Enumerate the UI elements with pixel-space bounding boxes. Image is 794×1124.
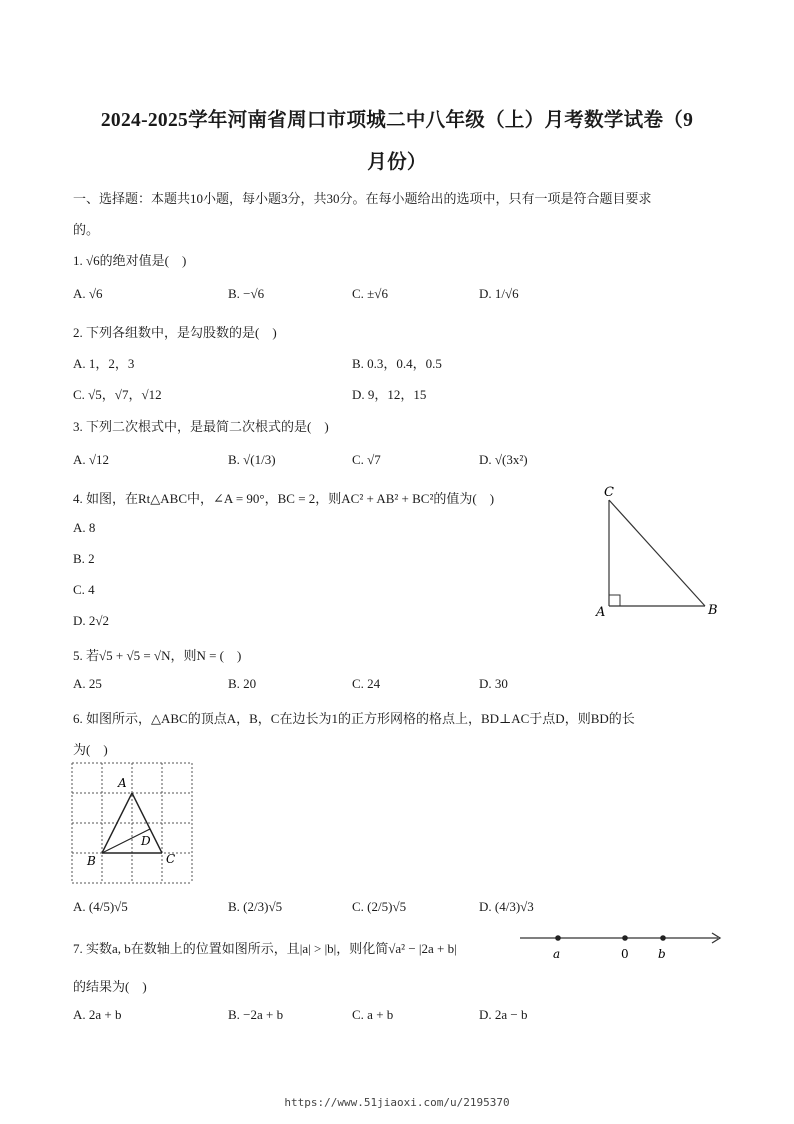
section-heading-line2: 的。: [73, 222, 100, 237]
point-a: [555, 935, 561, 941]
question-1-option-a: A. √6: [73, 286, 103, 301]
point-b: [660, 935, 666, 941]
vertex-label-c: C: [604, 485, 614, 500]
right-angle-mark: [609, 595, 620, 606]
question-3-option-a: A. √12: [73, 452, 110, 467]
question-7-stem-line1: 7. 实数a, b在数轴上的位置如图所示，且|a| > |b|，则化简√a² − |2a + b|: [73, 941, 457, 956]
question-6-option-b: B. (2/3)√5: [228, 899, 283, 914]
question-5-option-d: D. 30: [479, 676, 508, 691]
question-2-option-a: A. 1，2，3: [73, 356, 135, 371]
vertex-label-b: B: [87, 854, 96, 868]
question-3-option-d: D. √(3x²): [479, 452, 528, 467]
question-1-option-c: C. ±√6: [352, 286, 388, 301]
question-6-stem-line1: 6. 如图所示，△ABC的顶点A，B，C在边长为1的正方形网格的格点上，BD⊥AC于点D，则BD的长: [73, 711, 635, 726]
question-4-option-c: C. 4: [73, 582, 95, 597]
question-3-option-b: B. √(1/3): [228, 452, 276, 467]
question-7-option-b: B. −2a + b: [228, 1007, 284, 1022]
point-label-d: D: [141, 834, 151, 848]
question-7-option-a: A. 2a + b: [73, 1007, 122, 1022]
label-b: b: [658, 947, 666, 961]
question-1-stem: 1. √6的绝对值是( ): [73, 253, 187, 268]
question-6-option-a: A. (4/5)√5: [73, 899, 128, 914]
exam-title-line2: 月份）: [367, 152, 427, 173]
label-zero: 0: [621, 947, 629, 961]
question-7-option-c: C. a + b: [352, 1007, 394, 1022]
question-1-option-d: D. 1/√6: [479, 286, 519, 301]
question-5-option-b: B. 20: [228, 676, 257, 691]
question-3-option-c: C. √7: [352, 452, 381, 467]
question-4-option-b: B. 2: [73, 551, 95, 566]
question-6-option-c: C. (2/5)√5: [352, 899, 407, 914]
section-heading-line1: 一、选择题：本题共10小题，每小题3分，共30分。在每小题给出的选项中，只有一项是符合题目要求: [73, 191, 652, 206]
point-zero: [622, 935, 628, 941]
question-5-option-a: A. 25: [73, 676, 102, 691]
question-7-option-d: D. 2a − b: [479, 1007, 528, 1022]
question-4-option-a: A. 8: [73, 520, 96, 535]
question-2-option-d: D. 9，12，15: [352, 387, 427, 402]
question-7-stem-line2: 的结果为( ): [73, 979, 147, 994]
question-4-stem: 4. 如图，在Rt△ABC中，∠A = 90°，BC = 2，则AC² + AB² + BC²的值为( ): [73, 491, 495, 506]
right-triangle-figure: [590, 482, 725, 622]
number-line-figure: [518, 925, 728, 965]
exam-title-line1: 2024-2025学年河南省周口市项城二中八年级（上）月考数学试卷（9: [100, 110, 694, 131]
footer-url: https://www.51jiaoxi.com/u/2195370: [284, 1096, 510, 1109]
grid-triangle-figure: [68, 759, 196, 887]
question-5-stem: 5. 若√5 + √5 = √N，则N = ( ): [73, 648, 242, 663]
triangle-side-cb: [609, 500, 705, 606]
vertex-label-c: C: [166, 852, 176, 866]
vertex-label-a: A: [118, 776, 127, 790]
question-2-option-c: C. √5，√7，√12: [73, 387, 162, 402]
question-1-option-b: B. −√6: [228, 286, 265, 301]
question-2-option-b: B. 0.3，0.4，0.5: [352, 356, 442, 371]
question-6-option-d: D. (4/3)√3: [479, 899, 534, 914]
label-a: a: [553, 947, 561, 961]
question-6-stem-line2: 为( ): [73, 742, 108, 757]
question-4-option-d: D. 2√2: [73, 613, 110, 628]
question-3-stem: 3. 下列二次根式中，是最简二次根式的是( ): [73, 419, 329, 434]
question-2-stem: 2. 下列各组数中，是勾股数的是( ): [73, 325, 277, 340]
question-5-option-c: C. 24: [352, 676, 381, 691]
vertex-label-a: A: [596, 605, 606, 620]
triangle-side-ab: [102, 793, 132, 853]
vertex-label-b: B: [708, 603, 718, 618]
